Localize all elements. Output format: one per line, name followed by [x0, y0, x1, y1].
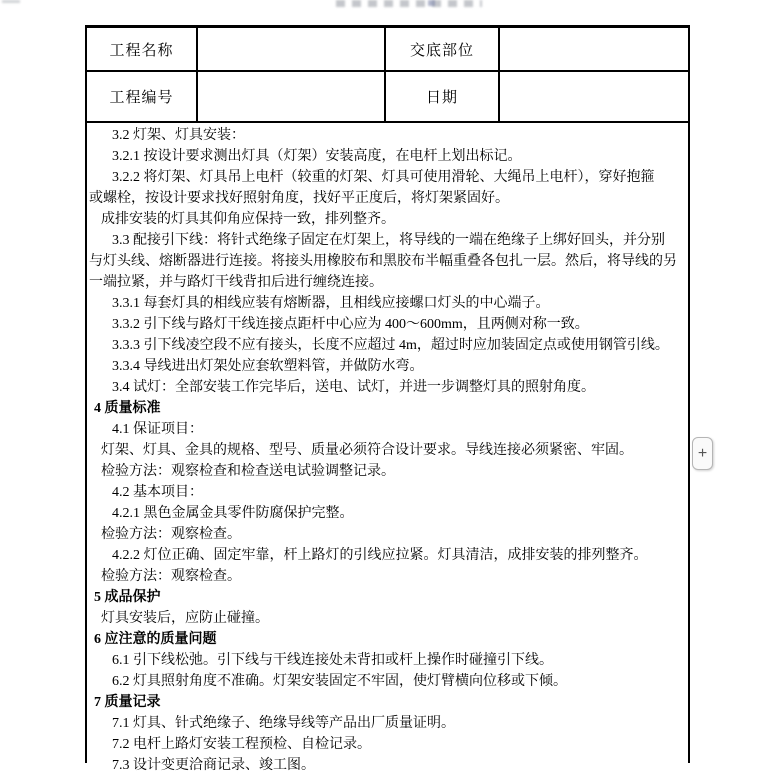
doc-line: 检验方法：观察检查。	[101, 527, 241, 542]
doc-line: 检验方法：观察检查和检查送电试验调整记录。	[101, 464, 395, 479]
doc-line: 4.2.1 黑色金属金具零件防腐保护完整。	[112, 506, 354, 521]
disclosure-record-table	[85, 25, 690, 773]
project-name-value	[198, 28, 386, 70]
project-number-value	[198, 72, 386, 121]
doc-line: 7 质量记录	[94, 695, 161, 710]
doc-line: 灯具安装后，应防止碰撞。	[101, 611, 269, 626]
disclosure-part-value	[500, 28, 688, 70]
doc-line: 检验方法：观察检查。	[101, 569, 241, 584]
project-number-label: 工程编号	[87, 72, 198, 121]
clipped-title-remnant	[2, 0, 20, 3]
doc-line: 或螺栓，按设计要求找好照射角度，找好平正度后，将灯架紧固好。	[89, 191, 509, 206]
doc-line: 3.3.4 导线进出灯架处应套软塑料管，并做防水弯。	[112, 359, 424, 374]
doc-line: 5 成品保护	[94, 590, 161, 605]
doc-line: 4 质量标准	[94, 401, 161, 416]
date-value	[500, 72, 688, 121]
doc-line: 7.2 电杆上路灯安装工程预检、自检记录。	[112, 737, 371, 752]
date-label: 日期	[386, 72, 500, 121]
doc-line: 一端拉紧，并与路灯干线背扣后进行缠绕连接。	[89, 275, 383, 290]
doc-line: 成排安装的灯具其仰角应保持一致，排列整齐。	[101, 212, 395, 227]
doc-line: 3.2.1 按设计要求测出灯具（灯架）安装高度，在电杆上划出标记。	[112, 149, 522, 164]
project-name-label: 工程名称	[87, 28, 198, 70]
doc-line: 7.3 设计变更洽商记录、竣工图。	[112, 758, 315, 773]
doc-line: 3.3.1 每套灯具的相线应装有熔断器，且相线应接螺口灯头的中心端子。	[112, 296, 550, 311]
doc-line: 7.1 灯具、针式绝缘子、绝缘导线等产品出厂质量证明。	[112, 716, 455, 731]
disclosure-part-label: 交底部位	[386, 28, 500, 70]
doc-line: 3.2 灯架、灯具安装：	[112, 128, 245, 143]
doc-line: 3.4 试灯：全部安装工作完毕后，送电、试灯，并进一步调整灯具的照射角度。	[112, 380, 595, 395]
doc-line: 4.2 基本项目：	[112, 485, 203, 500]
doc-line: 与灯头线、熔断器进行连接。将接头用橡胶布和黑胶布半幅重叠各包扎一层。然后，将导线的另	[89, 254, 677, 269]
header-row-2	[87, 72, 688, 123]
doc-line: 6 应注意的质量问题	[94, 632, 217, 647]
doc-line: 4.2.2 灯位正确、固定牢靠，杆上路灯的引线应拉紧。灯具清洁，成排安装的排列整齐。	[112, 548, 648, 563]
doc-line: 4.1 保证项目：	[112, 422, 203, 437]
header-row-1	[87, 28, 688, 72]
doc-line: 6.2 灯具照射角度不准确。灯架安装固定不牢固，使灯臂横向位移或下倾。	[112, 674, 567, 689]
doc-line: 6.1 引下线松弛。引下线与干线连接处未背扣或杆上操作时碰撞引下线。	[112, 653, 553, 668]
doc-line: 3.2.2 将灯架、灯具吊上电杆（较重的灯架、灯具可使用滑轮、大绳吊上电杆），穿好抱箍	[112, 170, 655, 185]
clipped-title-remnant	[428, 0, 435, 6]
doc-line: 3.3.2 引下线与路灯干线连接点距杆中心应为 400～600mm，且两侧对称一致。	[112, 317, 589, 332]
doc-line: 3.3.3 引下线凌空段不应有接头，长度不应超过 4m，超过时应加装固定点或使用钢管引线。	[112, 338, 669, 353]
clipped-title-remnant	[336, 0, 482, 7]
doc-line: 3.3 配接引下线：将针式绝缘子固定在灯架上，将导线的一端在绝缘子上绑好回头，并分别	[112, 233, 665, 248]
doc-line: 灯架、灯具、金具的规格、型号、质量必须符合设计要求。导线连接必须紧密、牢固。	[101, 443, 633, 458]
doc-body-lines	[87, 123, 688, 776]
expand-plus-button[interactable]: +	[692, 437, 713, 470]
